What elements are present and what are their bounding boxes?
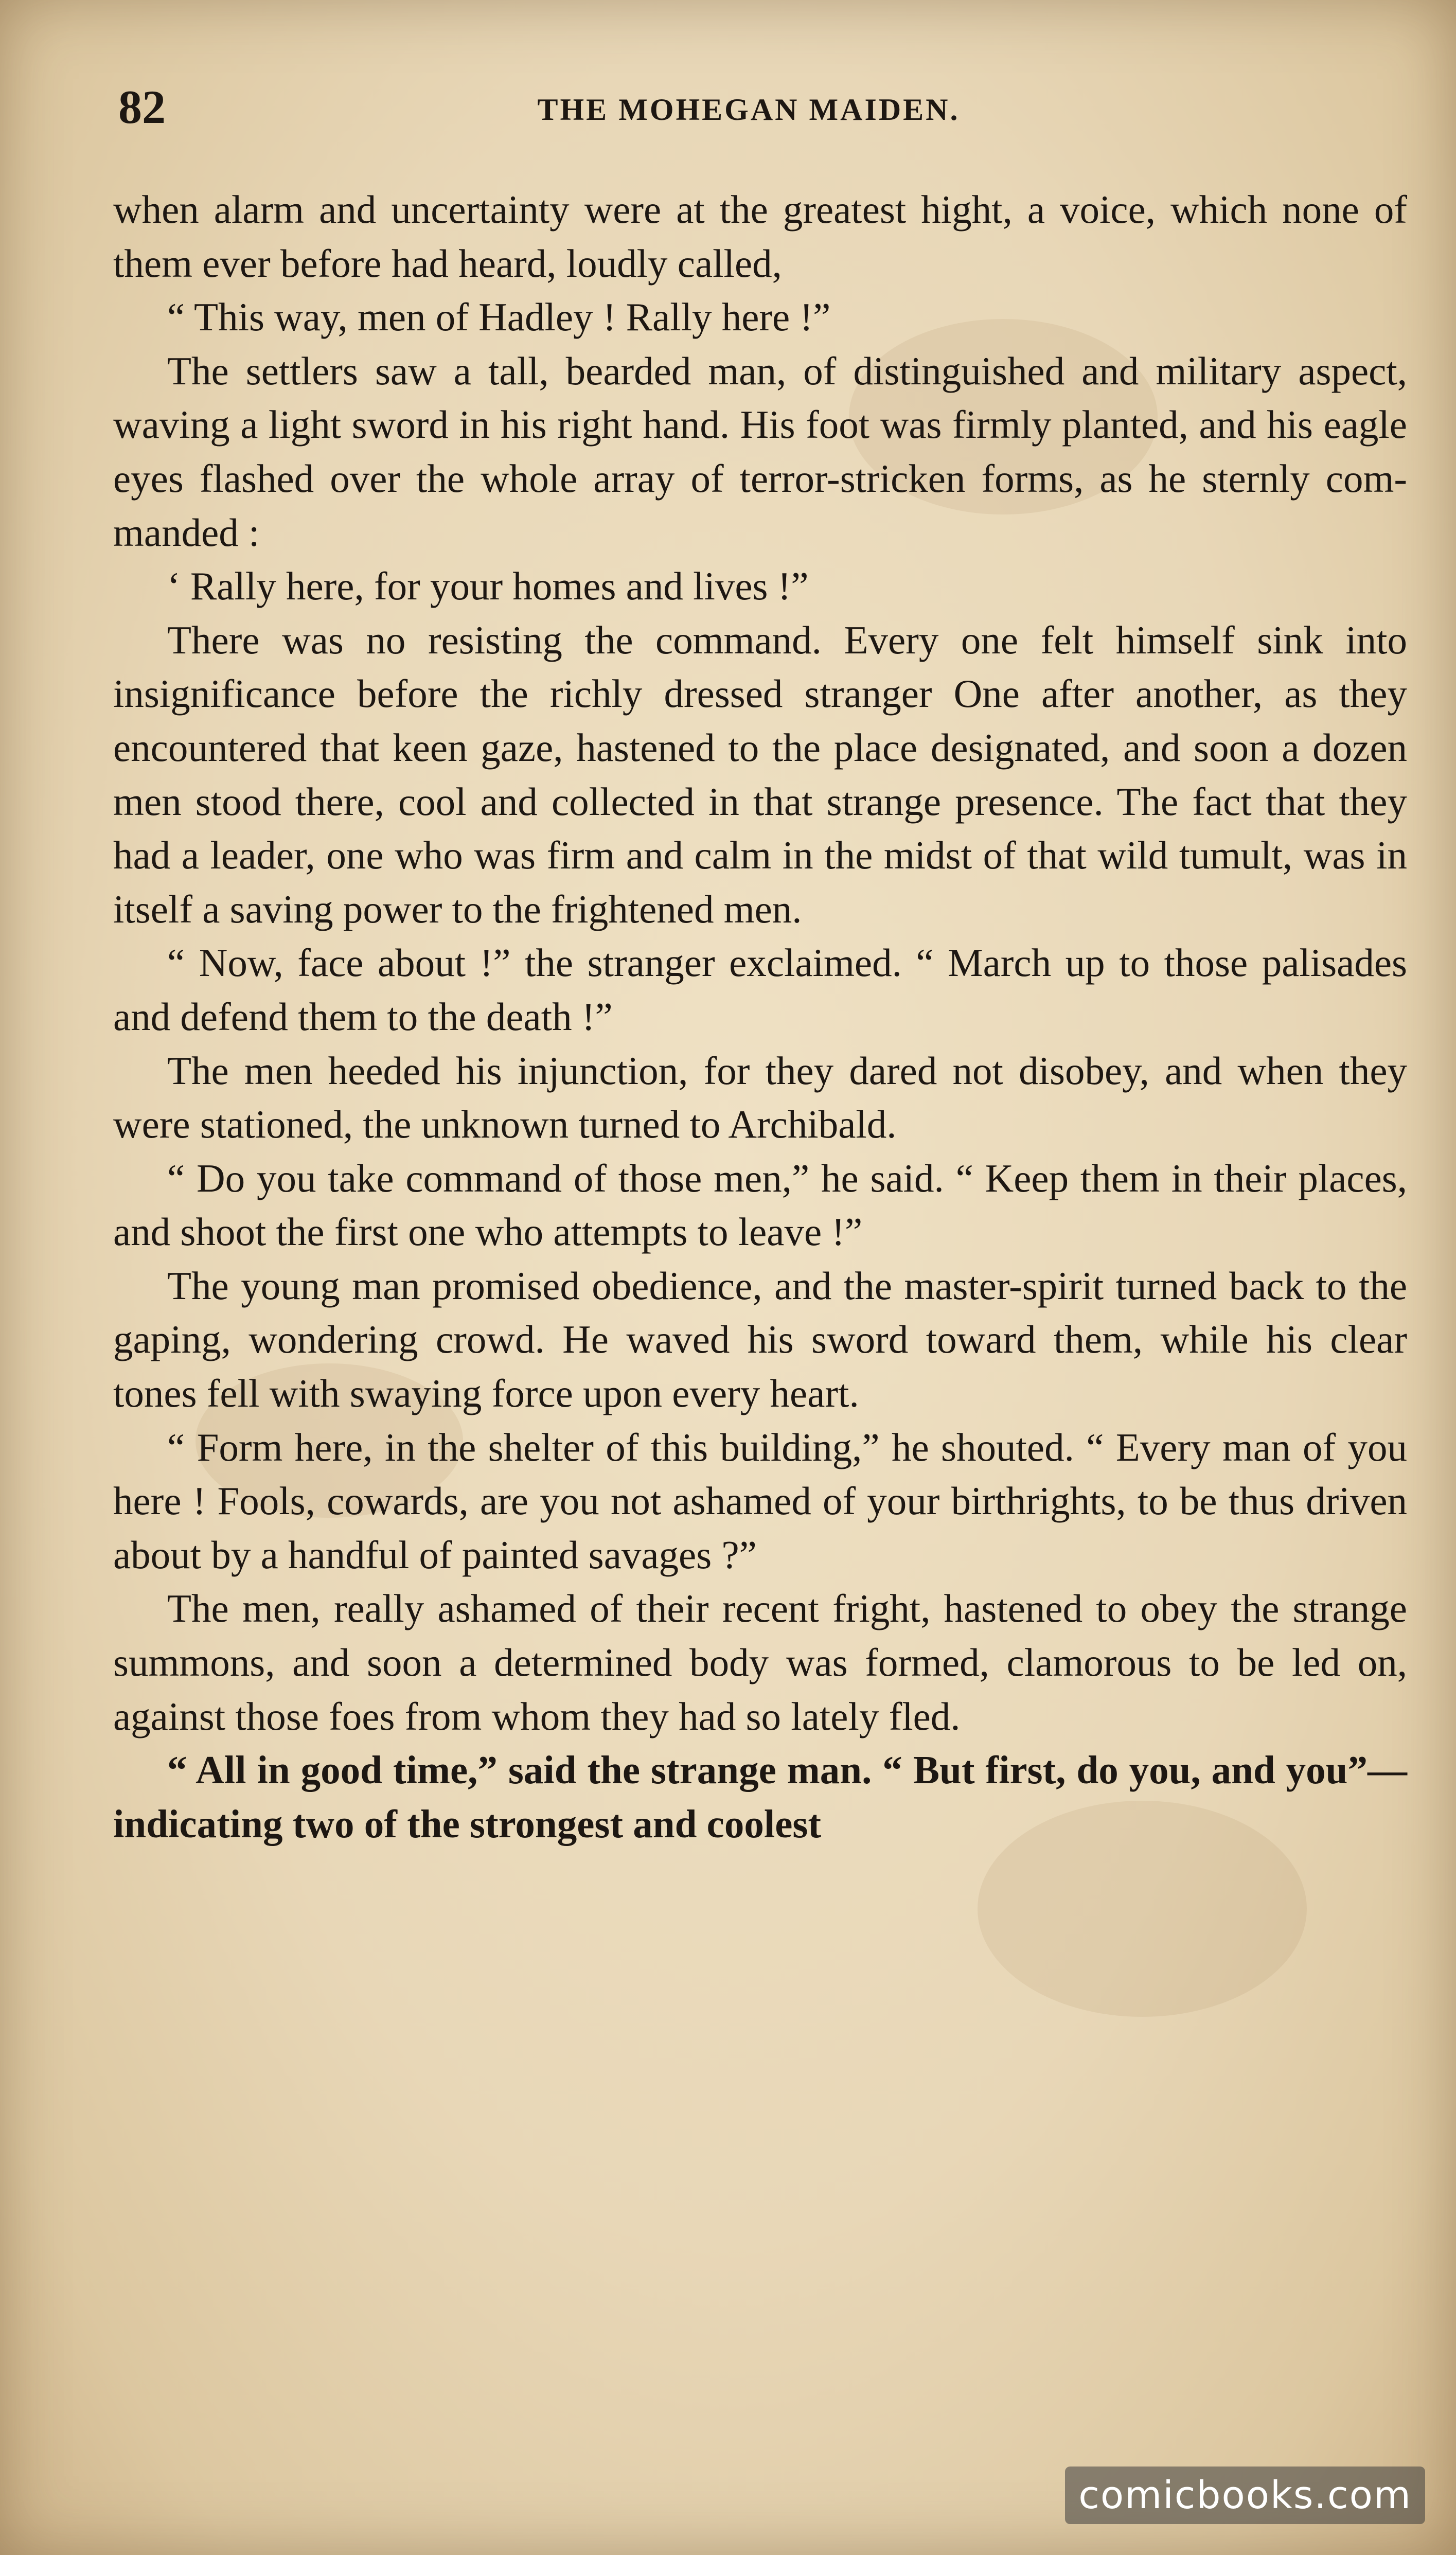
paragraph: The men, really ashamed of their recent fright, hastened to obey the strange summons, and soon a determined body was formed, clamorous to be led on, against those foes from whom they had so lately fled. [113,1586,1407,1738]
paragraph: “ This way, men of Hadley ! Rally here !” [167,295,831,340]
page-header [118,77,1379,134]
paragraph: The settlers saw a tall, bearded man, of distinguished and military aspect, waving a light sword in his right hand. His foot was firmly planted, and his eagle eyes flashed over the whole array of terror-stricken forms, as he sternly commanded : [113,348,1407,555]
paragraph: when alarm and uncertainty were at the greatest hight, a voice, which none of them ever before had heard, loudly called, [113,187,1407,286]
paragraph: The men heeded his injunction, for they dared not disobey, and when they were stationed, the unknown turned to Archibald. [113,1048,1407,1147]
paragraph: There was no resisting the command. Every one felt himself sink into insignificance before the richly dressed stranger One after another, as they encountered that keen gaze, hastened to the place designated, and soon a dozen men stood there, cool and collected in that strange presence. The fact that they had a leader, one who was firm and calm in the midst of that wild tumult, was in itself a saving power to the frightened men. [113,617,1407,931]
paragraph: The young man promised obedience, and the master-spirit turned back to the gaping, wondering crowd. He waved his sword toward them, while his clear tones fell with swaying force upon every heart. [113,1263,1407,1416]
body-text [113,183,1407,1851]
running-head: THE MOHEGAN MAIDEN. [537,93,960,127]
paragraph: ‘ Rally here, for your homes and lives !” [167,564,809,609]
page-number: 82 [118,81,166,133]
paragraph: “ Now, face about !” the stranger exclaimed. “ March up to those palisades and defend them to the death !” [113,941,1407,1039]
paragraph: “ All in good time,” said the strange man. “ But first, do you, and you”—indicating two of the strongest and coolest [113,1748,1407,1846]
paragraph: “ Form here, in the shelter of this building,” he shouted. “ Every man of you here ! Fools, cowards, are you not ashamed of your birthrights, to be thus driven about by a handful of painted savages ?” [113,1425,1407,1577]
paragraph: “ Do you take command of those men,” he said. “ Keep them in their places, and shoot the first one who attempts to leave !” [113,1156,1407,1254]
watermark: comicbooks.com [1065,2467,1425,2524]
